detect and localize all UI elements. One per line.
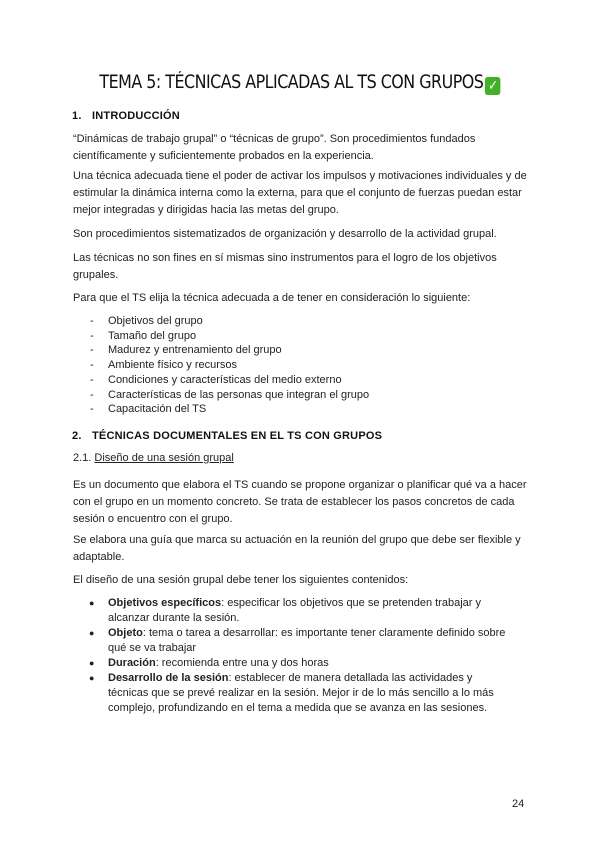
list-item-term: Duración <box>108 657 156 669</box>
paragraph: “Dinámicas de trabajo grupal” o “técnicas de grupo”. Son procedimientos fundados científicamente y suficientemente probados en la experiencia. <box>73 133 476 162</box>
section-1-heading <box>72 110 180 122</box>
list-item: - Capacitación del TS <box>90 403 207 416</box>
considerations-list <box>73 314 369 417</box>
list-item: ● Duración: recomienda entre una y dos horas <box>89 657 329 669</box>
section-2-title: TÉCNICAS DOCUMENTALES EN EL TS CON GRUPOS <box>92 430 383 442</box>
paragraph: El diseño de una sesión grupal debe tener los siguientes contenidos: <box>73 574 409 586</box>
list-item: - Condiciones y características del medio externo <box>90 373 342 386</box>
list-item-term: Objetivos específicos <box>108 597 222 609</box>
list-item-term: Objeto <box>108 627 143 639</box>
list-item-text: Condiciones y características del medio externo <box>108 373 342 386</box>
page-title-text: TEMA 5: TÉCNICAS APLICADAS AL TS CON GRUPOS <box>99 72 484 93</box>
subsection-title: Diseño de una sesión grupal <box>94 452 234 464</box>
page-number: 24 <box>512 798 525 810</box>
paragraph: Las técnicas no son fines en sí mismas sino instrumentos para el logro de los objetivos grupales. <box>73 252 497 281</box>
list-item-text: Ambiente físico y recursos <box>108 359 237 372</box>
list-item-text: : recomienda entre una y dos horas <box>155 657 329 669</box>
paragraph: Una técnica adecuada tiene el poder de activar los impulsos y motivaciones individuales y de estimular la dinámica interna como la externa, para que el conjunto de fuerzas puedan estar mejor integradas y dirigidas hacia las metas del grupo. <box>73 170 527 216</box>
list-item: ● Objetivos específicos: especificar los objetivos que se pretenden trabajar y alcanzar durante la sesión. <box>89 597 481 624</box>
paragraph: Se elabora una guía que marca su actuación en la reunión del grupo que debe ser flexible y adaptable. <box>73 534 521 563</box>
list-item: - Madurez y entrenamiento del grupo <box>90 344 282 357</box>
list-item-text: Madurez y entrenamiento del grupo <box>108 344 282 357</box>
list-item-text: : especificar los objetivos que se pretenden trabajar y alcanzar durante la sesión. <box>108 597 481 624</box>
list-item-text: Características de las personas que integran el grupo <box>108 388 370 401</box>
check-mark-button-icon: ✓ <box>485 77 500 95</box>
list-item: - Objetivos del grupo <box>90 315 203 327</box>
section-1-title: INTRODUCCIÓN <box>92 110 180 122</box>
list-item: ● Desarrollo de la sesión: establecer de manera detallada las actividades y técnicas que se prevé realizar en la sesión. Mejor ir de lo más sencillo a lo más complejo, profundizando en el tema a medida que se avanza en las sesiones. <box>89 672 494 714</box>
page-title <box>42 72 558 95</box>
list-item-text: Capacitación del TS <box>108 403 207 416</box>
paragraph: Es un documento que elabora el TS cuando se propone organizar o planificar qué va a hacer con el grupo en un momento concreto. Se trata de establecer los pasos concretos de cada sesión o encuentro con el grupo. <box>73 479 527 525</box>
list-item: - Características de las personas que integran el grupo <box>90 388 370 401</box>
section-2-number: 2. <box>72 430 82 442</box>
section-1-number: 1. <box>72 110 82 122</box>
section-2-heading <box>72 430 383 442</box>
list-item-text: : establecer de manera detallada las actividades y técnicas que se prevé realizar en la sesión. Mejor ir de lo más sencillo a lo más complejo, profundizando en el tema a medida que se avanza en las sesiones. <box>108 672 494 714</box>
list-item: - Ambiente físico y recursos <box>90 359 237 372</box>
list-item-text: : tema o tarea a desarrollar: es importante tener claramente definido sobre qué se va trabajar <box>108 627 506 654</box>
paragraph: Para que el TS elija la técnica adecuada a de tener en consideración lo siguiente: <box>73 292 471 304</box>
subsection-number: 2.1. <box>73 452 92 464</box>
list-item-text: Tamaño del grupo <box>108 329 197 342</box>
list-item: - Tamaño del grupo <box>90 329 197 342</box>
paragraph: Son procedimientos sistematizados de organización y desarrollo de la actividad grupal. <box>73 228 497 240</box>
subsection-heading <box>73 452 234 464</box>
session-contents-list <box>73 596 513 716</box>
list-item-text: Objetivos del grupo <box>108 315 203 327</box>
list-item: ● Objeto: tema o tarea a desarrollar: es importante tener claramente definido sobre qué se va trabajar <box>89 627 506 654</box>
list-item-term: Desarrollo de la sesión <box>108 672 229 684</box>
